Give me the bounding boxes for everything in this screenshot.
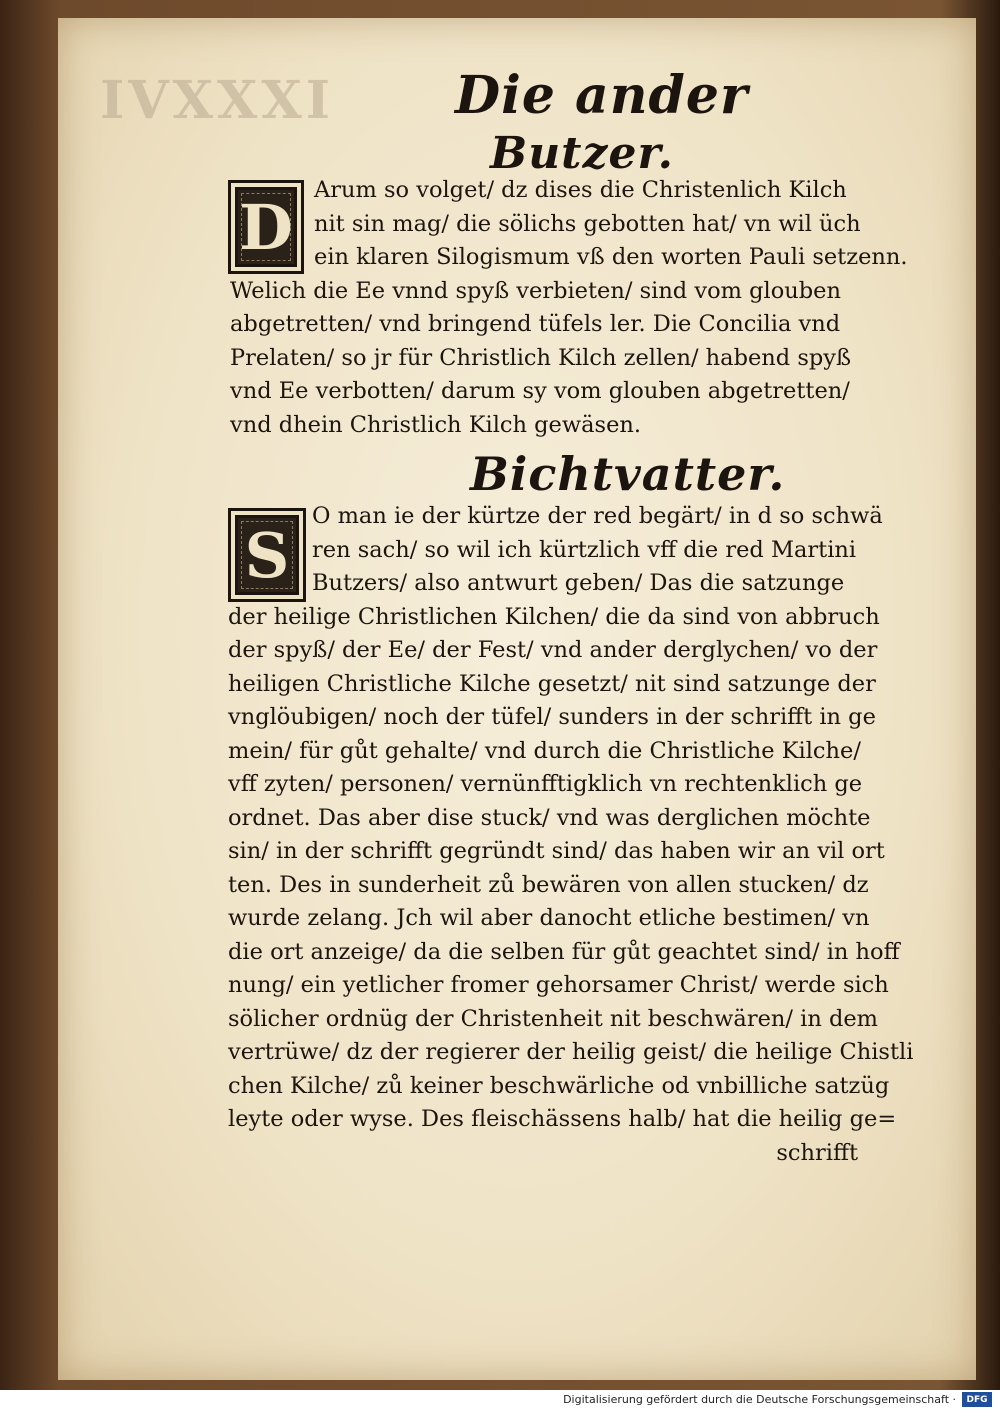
text-line: vnd Ee verbotten/ darum sy vom glouben abgetretten/ [230,378,850,404]
initial-letter: S [244,518,290,592]
text-line: ren sach/ so wil ich kürtzlich vff die red Martini [312,536,857,563]
text-line: chen Kilche/ zů keiner beschwärliche od vnbilliche satzüg [228,1072,890,1099]
catchword: schrifft [776,1139,858,1166]
bleed-through-text: IVXXXI [100,70,335,131]
heading-die-ander: Die ander [455,65,749,126]
text-line: Prelaten/ so jr für Christlich Kilch zellen/ habend spyß [230,344,852,371]
text-line: der spyß/ der Ee/ der Fest/ vnd ander derglychen/ vo der [228,637,878,663]
text-line: der heilige Christlichen Kilchen/ die da sind von abbruch [228,603,880,630]
text-line: sölicher ordnüg der Christenheit nit beschwären/ in dem [228,1005,879,1032]
text-line: heiligen Christliche Kilche gesetzt/ nit sind satzunge der [228,670,876,697]
text-line: vertrüwe/ dz der regierer der heilig geist/ die heilige Chistli [228,1039,914,1065]
text-line: vff zyten/ personen/ vernünfftigklich vn rechtenklich ge [228,771,863,797]
text-line: abgetretten/ vnd bringend tüfels ler. Die Concilia vnd [230,311,841,337]
text-line: Butzers/ also antwurt geben/ Das die satzunge [312,570,845,596]
paragraph-butzer [230,174,930,442]
heading-bichtvatter: Bichtvatter. [470,447,786,501]
text-line: nit sin mag/ die sölichs gebotten hat/ vn wil üch [314,210,861,237]
dfg-logo-icon: DFG [962,1392,992,1407]
initial-letter: D [239,190,293,264]
text-line: mein/ für gůt gehalte/ vnd durch die Christliche Kilche/ [228,737,861,764]
heading-butzer: Butzer. [490,128,674,179]
text-line: O man ie der kürtze der red begärt/ in d so schwä [312,503,883,529]
text-line: ein klaren Silogismum vß den worten Pauli setzenn. [314,244,908,270]
text-line: sin/ in der schrifft gegründt sind/ das haben wir an vil ort [228,838,885,864]
funding-credit: Digitalisierung gefördert durch die Deutsche Forschungsgemeinschaft · [563,1393,956,1406]
text-line: leyte oder wyse. Des fleischässens halb/ hat die heilig ge= [228,1106,897,1132]
text-line: ordnet. Das aber dise stuck/ vnd was derglichen möchte [228,804,871,831]
text-line: wurde zelang. Jch wil aber danocht etliche bestimen/ vn [228,905,870,931]
text-line: die ort anzeige/ da die selben für gůt geachtet sind/ in hoff [228,938,900,965]
text-line: vnd dhein Christlich Kilch gewäsen. [230,411,642,438]
text-line: Welich die Ee vnnd spyß verbieten/ sind vom glouben [230,277,841,304]
text-line: ten. Des in sunderheit zů bewären von allen stucken/ dz [228,871,869,898]
footer-bar [0,1390,1000,1411]
decorated-initial-d [228,180,304,274]
text-line: nung/ ein yetlicher fromer gehorsamer Christ/ werde sich [228,972,889,998]
text-line: vnglöubigen/ noch der tüfel/ sunders in der schrifft in ge [228,704,876,730]
text-line: Arum so volget/ dz dises die Christenlich Kilch [314,177,847,203]
paragraph-bichtvatter [228,500,928,1170]
